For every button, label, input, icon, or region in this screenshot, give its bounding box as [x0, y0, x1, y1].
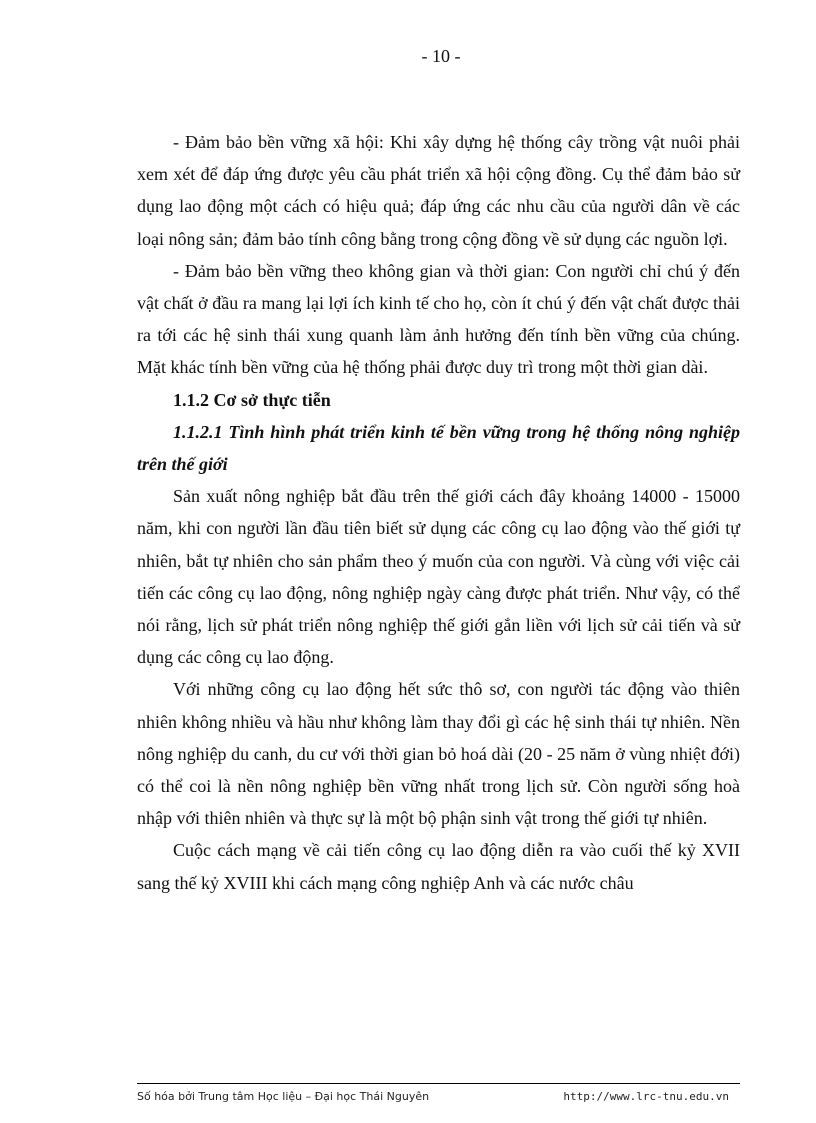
- paragraph-space-time-sustainability: - Đảm bảo bền vững theo không gian và thời gian: Con người chỉ chú ý đến vật chất ở đầu ra mang lại lợi ích kinh tế cho họ, còn ít chú ý đến vật chất được thải ra tới các hệ sinh thái xung quanh làm ảnh hưởng đến tính bền vững của chúng. Mặt khác tính bền vững của hệ thống phải được duy trì trong một thời gian dài.: [137, 260, 740, 378]
- paragraph-tool-revolution: Cuộc cách mạng về cải tiến công cụ lao động diễn ra vào cuối thế kỷ XVII sang thế kỷ XVIII khi cách mạng công nghiệp Anh và các nước châu: [137, 840, 740, 893]
- page-number: - 10 -: [421, 46, 461, 66]
- document-body: [137, 126, 740, 899]
- section-heading: 1.1.2 Cơ sở thực tiễn: [173, 389, 331, 410]
- paragraph-social-sustainability: - Đảm bảo bền vững xã hội: Khi xây dựng hệ thống cây trồng vật nuôi phải xem xét để đáp ứng được yêu cầu phát triển xã hội cộng đồng. Cụ thể đảm bảo sử dụng lao động một cách có hiệu quả; đáp ứng các nhu cầu của người dân về các loại nông sản; đảm bảo tính công bằng trong cộng đồng về sử dụng các nguồn lợi.: [137, 132, 740, 249]
- paragraph-agriculture-history: Sản xuất nông nghiệp bắt đầu trên thế giới cách đây khoảng 14000 - 15000 năm, khi con người lần đầu tiên biết sử dụng các công cụ lao động vào thế giới tự nhiên, bắt tự nhiên cho sản phẩm theo ý muốn của con người. Và cùng với việc cải tiến các công cụ lao động, nông nghiệp ngày càng được phát triển. Như vậy, có thể nói rằng, lịch sử phát triển nông nghiệp thế giới gắn liền với lịch sử cải tiến và sử dụng các công cụ lao động.: [137, 486, 740, 668]
- paragraph-primitive-tools: Với những công cụ lao động hết sức thô sơ, con người tác động vào thiên nhiên không nhiều và hầu như không làm thay đổi gì các hệ sinh thái tự nhiên. Nền nông nghiệp du canh, du cư với thời gian bỏ hoá dài (20 - 25 năm ở vùng nhiệt đới) có thể coi là nền nông nghiệp bền vững nhất trong lịch sử. Còn người sống hoà nhập với thiên nhiên và thực sự là một bộ phận sinh vật trong thế giới tự nhiên.: [137, 679, 740, 829]
- footer-source: Số hóa bởi Trung tâm Học liệu – Đại học Thái Nguyên: [137, 1090, 430, 1103]
- subsection-heading: 1.1.2.1 Tình hình phát triển kinh tế bền vững trong hệ thống nông nghiệp trên thế giới: [137, 421, 740, 475]
- footer-url: http://www.lrc-tnu.edu.vn: [563, 1090, 729, 1103]
- footer-divider: [137, 1083, 740, 1084]
